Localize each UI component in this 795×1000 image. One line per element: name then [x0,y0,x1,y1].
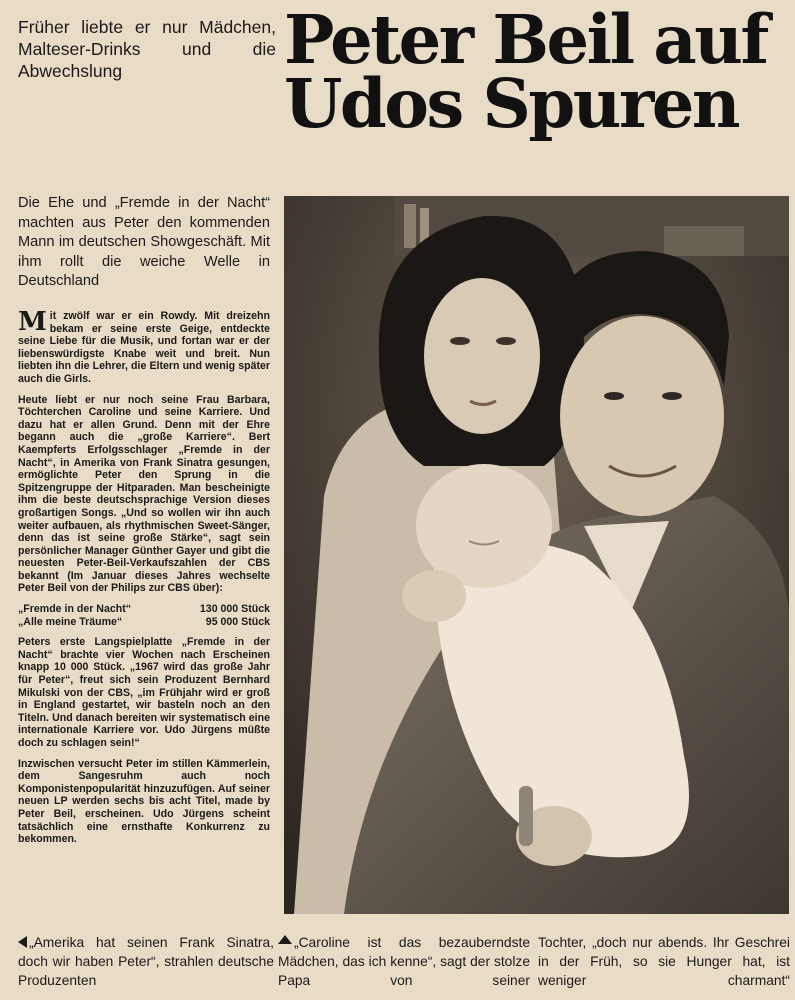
headline-line-2: Udos Spuren [284,64,739,143]
headline [284,0,784,143]
sales-row [18,616,270,629]
caption-right [538,933,790,990]
caption-middle-text: „Caroline ist das bezauberndste Mädchen, das ich kenne“, sagt der stolze Papa von seiner [278,935,530,988]
arrow-left-icon [18,936,27,948]
intro-text: Die Ehe und „Fremde in der Nacht“ machten aus Peter den kommenden Mann im deutschen Showgeschäft. Mit ihm rollt die weiche Welle in Deutschland [18,195,270,290]
article-body [18,307,270,854]
caption-middle [278,933,530,990]
paragraph-3: Peters erste Langspielplatte „Fremde in der Nacht“ brachte vier Wochen nach Erscheinen knapp 10 000 Stück. „1967 wird das große Jahr für Peter“, freut sich sein Produzent Bernhard Mikulski von der CBS, „im Frühjahr wird er groß in England gestartet, wir basteln noch an den Titeln. Und danach bereiten wir systematisch eine internationale Karriere vor. Udo Jürgens müßte doch zu schlagen sein!“ [18,636,270,749]
headline-line-1: Peter Beil auf [284,0,767,79]
caption-right-text: Tochter, „doch nur abends. Ihr Geschrei in der Früh, so sie Hunger hat, ist weniger charmant“ [538,935,790,988]
arrow-up-icon [278,935,292,944]
sales-count: 130 000 Stück [199,603,270,616]
paragraph-1 [18,307,270,386]
paragraph-1-text: it zwölf war er ein Rowdy. Mit dreizehn bekam er seine erste Geige, entdeckte seine Liebe für die Musik, und fortan war er der liebenswürdigste Knabe weit und breit. Nun liebten ihn die Lehrer, die Eltern und wenig später auch die Girls. [18,310,270,385]
caption-left-text: „Amerika hat seinen Frank Sinatra, doch wir haben Peter“, strahlen deutsche Produzenten [18,935,274,988]
paragraph-2: Heute liebt er nur noch seine Frau Barbara, Töchterchen Caroline und seine Karriere. Und dazu hat er allen Grund. Denn mit der Ehre begann auch die „große Karriere“. Bert Kaempferts Erfolgsschlager „Fremde in der Nacht“, in Amerika von Frank Sinatra gesungen, ermöglichte Peter den Sprung in die Spitzengruppe der Hitparaden. Man bescheinigte ihm die beste deutschsprachige Version dieses großartigen Songs. „Und so wollen wir ihn auch weiter aufbauen, als rhythmischen Sweet-Sänger, denn das ist seine große Stärke“, sagt sein persönlicher Manager Günther Gayer und gibt die neuesten Peter-Beil-Verkaufszahlen der CBS bekannt (Im Januar dieses Jahres wechselte Peter Beil von der Philips zur CBS über): [18,393,270,595]
sales-row [18,603,270,616]
sales-count: 95 000 Stück [205,615,270,628]
caption-left [18,933,274,990]
sales-title: „Alle meine Träume“ [18,615,123,628]
paragraph-4: Inzwischen versucht Peter im stillen Kämmerlein, dem Sangesruhm auch noch Komponistenpopularität hinzuzufügen. Auf seiner neuen LP werden sechs bis acht Titel, made by Peter Beil, erscheinen. Udo Jürgens scheint tatsächlich eine ernsthafte Konkurrenz zu bekommen. [18,757,270,846]
drop-cap: M [18,307,47,337]
sales-figures [18,603,270,628]
family-photo [284,196,789,914]
kicker-text: Früher liebte er nur Mädchen, Malteser-Drinks und die Abwechslung [18,17,276,81]
sales-title: „Fremde in der Nacht“ [18,603,132,616]
family-photo-illustration [284,196,789,914]
